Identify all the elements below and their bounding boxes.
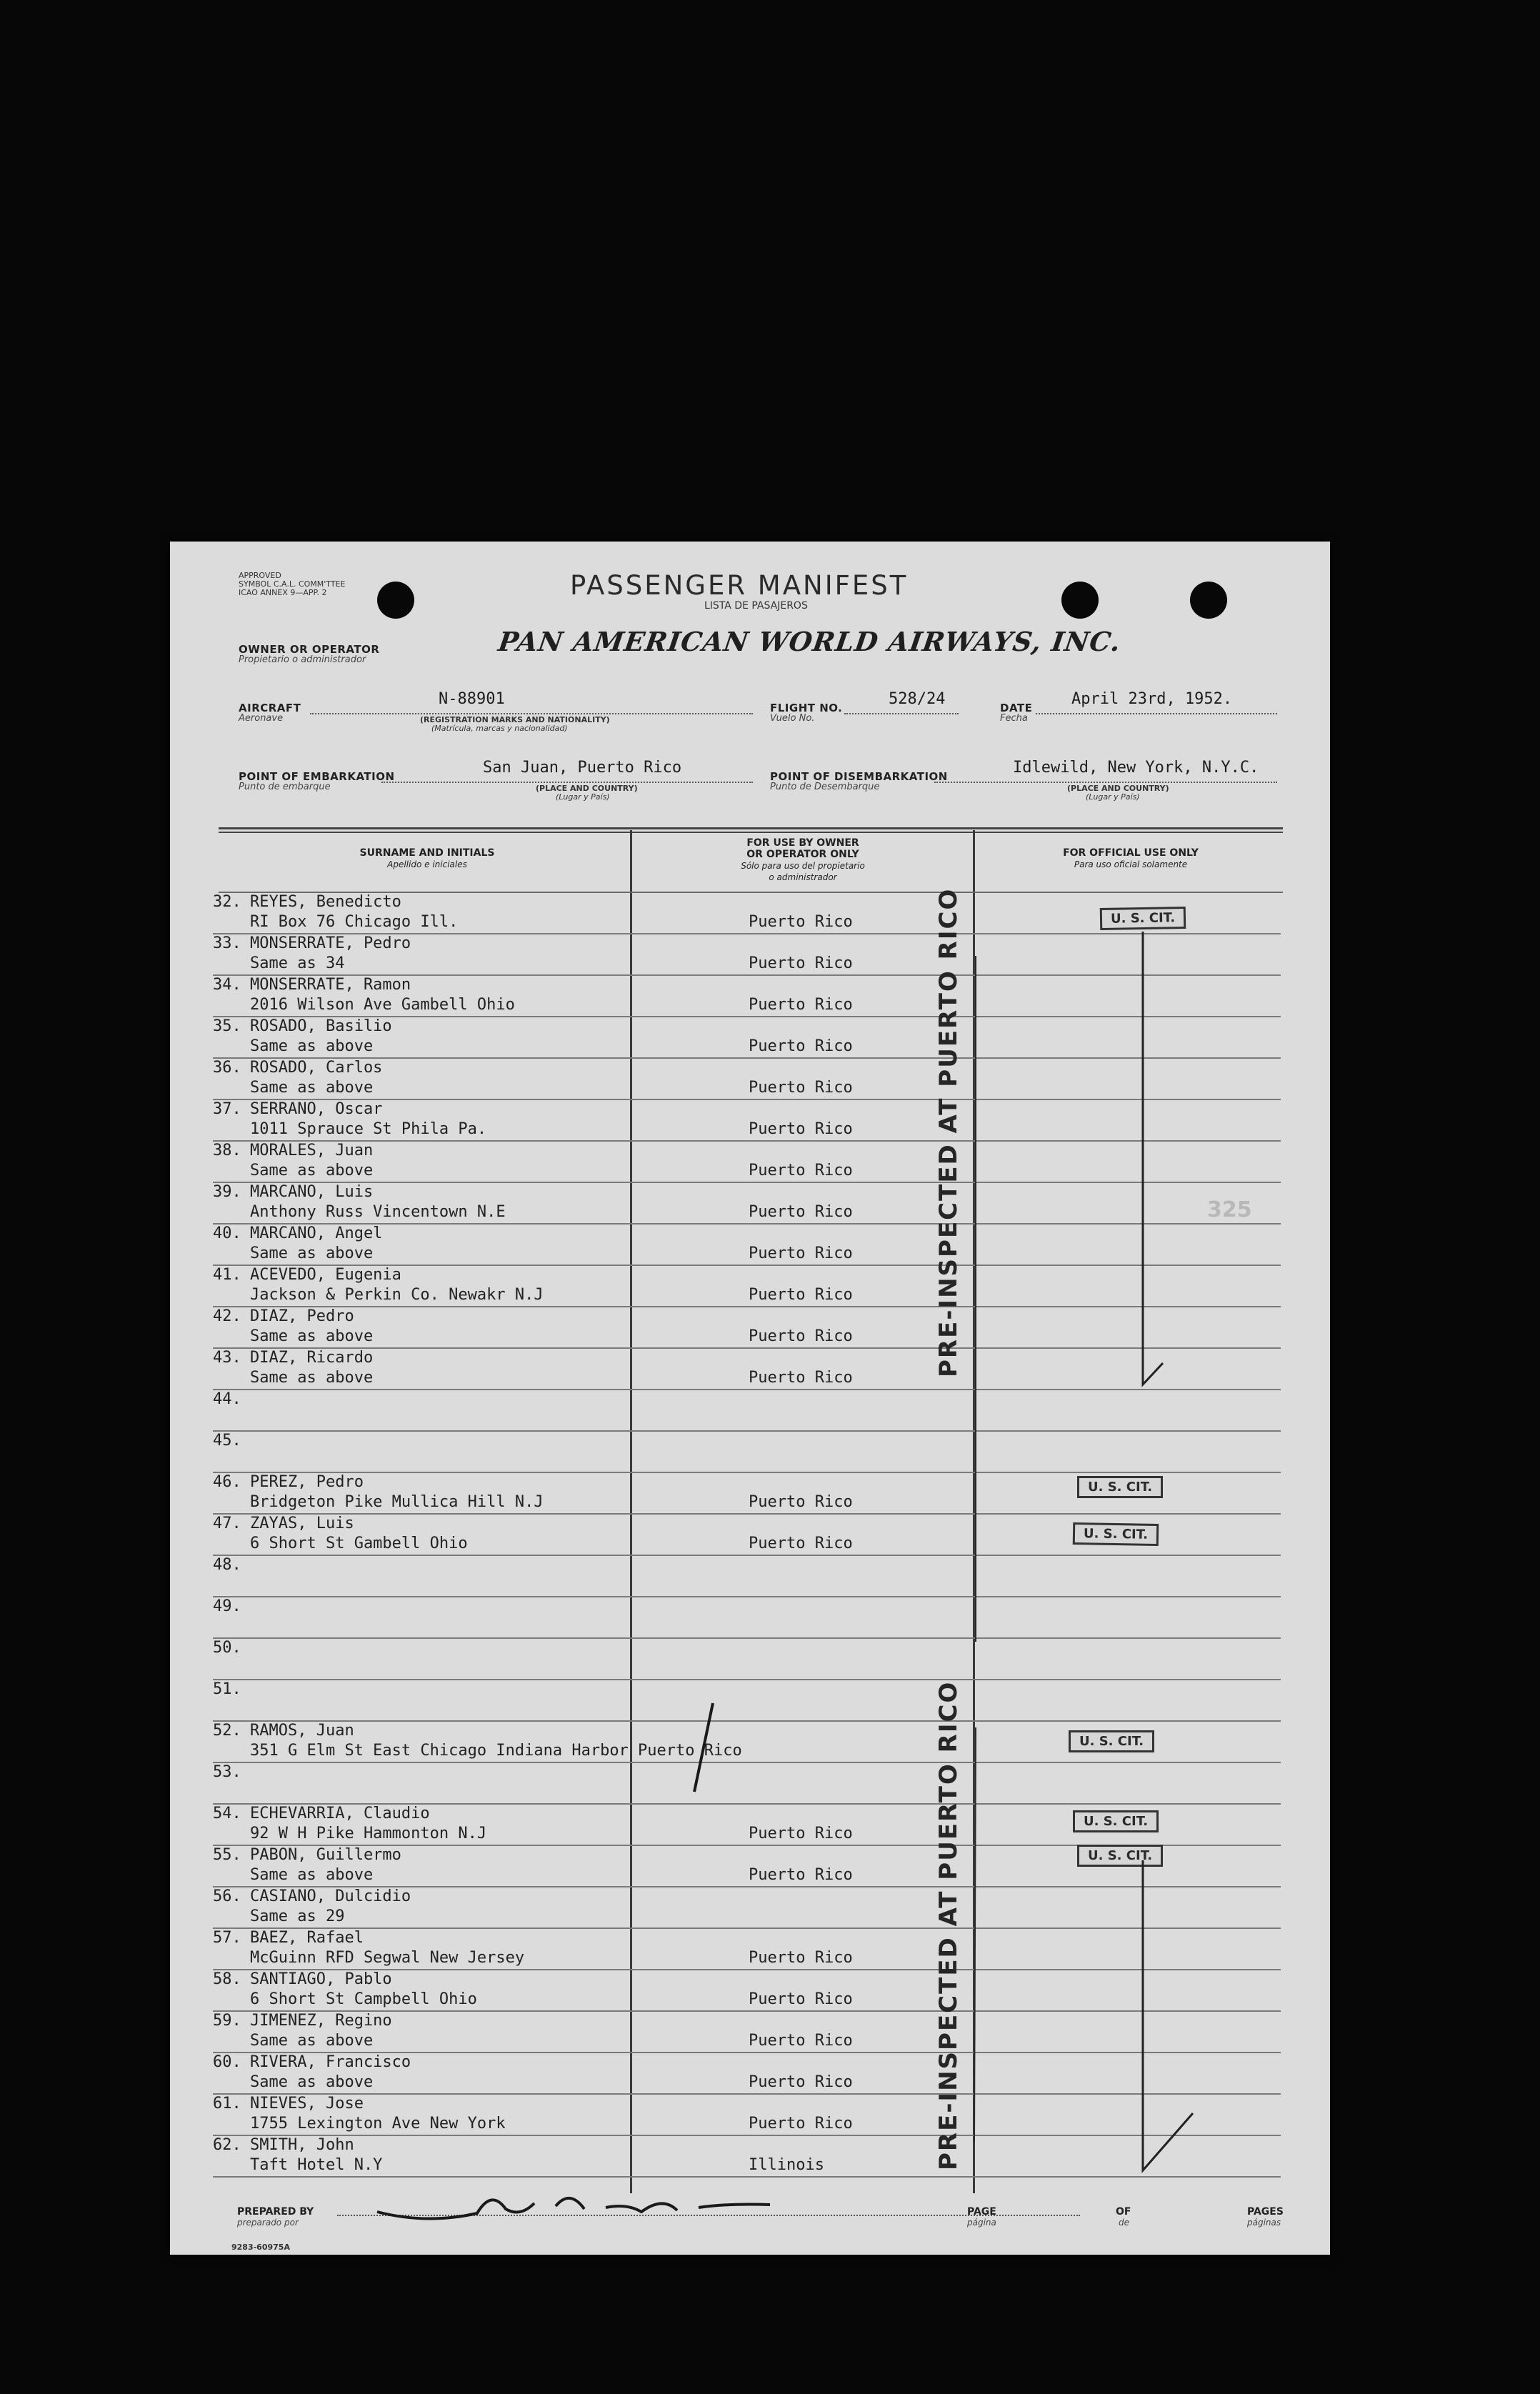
row-number: 37. (213, 1100, 241, 1118)
row-number: 32. (213, 893, 241, 911)
passenger-origin: Puerto Rico (749, 1535, 853, 1552)
owner-label-es: Propietario o administrador (239, 654, 366, 665)
table-row (213, 1927, 1281, 1970)
passenger-name: MARCANO, Angel (250, 1225, 383, 1242)
table-row (213, 974, 1281, 1017)
us-cit-stamp: U. S. CIT. (1069, 1730, 1154, 1752)
table-row (213, 1016, 1281, 1059)
table-row (213, 2093, 1281, 2136)
punch-hole (1190, 582, 1227, 619)
passenger-address: Anthony Russ Vincentown N.E (250, 1203, 506, 1221)
prepared-by-label-es: preparado por (237, 2218, 299, 2228)
checkmark-line (1136, 927, 1221, 1413)
passenger-origin: Puerto Rico (749, 2115, 853, 2133)
row-number: 36. (213, 1059, 241, 1077)
passenger-name: MONSERRATE, Ramon (250, 976, 411, 994)
row-number: 60. (213, 2053, 241, 2071)
row-number: 40. (213, 1225, 241, 1242)
table-row (213, 1596, 1281, 1639)
table-row (213, 1886, 1281, 1929)
row-number: 38. (213, 1142, 241, 1159)
table-row (213, 1347, 1281, 1390)
row-number: 56. (213, 1887, 241, 1905)
passenger-origin: Puerto Rico (749, 2073, 853, 2091)
passenger-name: SMITH, John (250, 2136, 354, 2154)
passenger-address: Bridgeton Pike Mullica Hill N.J (250, 1493, 544, 1511)
passenger-origin: Puerto Rico (749, 1949, 853, 1967)
passenger-address: 6 Short St Campbell Ohio (250, 1990, 477, 2008)
pen-bracket (949, 927, 991, 2156)
aircraft-label-es: Aeronave (239, 713, 284, 724)
aircraft-caption: (REGISTRATION MARKS AND NATIONALITY) (420, 715, 610, 724)
us-cit-stamp: U. S. CIT. (1077, 1476, 1163, 1498)
table-row (213, 933, 1281, 976)
row-number: 61. (213, 2095, 241, 2113)
table-row (213, 2010, 1281, 2053)
disembark-value: Idlewild, New York, N.Y.C. (1013, 759, 1259, 777)
passenger-origin: Puerto Rico (749, 1866, 853, 1884)
date-line (1036, 713, 1277, 714)
approval-block (239, 572, 345, 597)
page-label-es: página (967, 2218, 996, 2228)
row-number: 62. (213, 2136, 241, 2154)
passenger-address: Jackson & Perkin Co. Newakr N.J (250, 1286, 544, 1304)
row-number: 33. (213, 934, 241, 952)
row-number: 53. (213, 1763, 241, 1781)
passenger-address: McGuinn RFD Segwal New Jersey (250, 1949, 525, 1967)
passenger-address: Same as above (250, 1037, 374, 1055)
passenger-address: RI Box 76 Chicago Ill. (250, 913, 459, 931)
passenger-name: ZAYAS, Luis (250, 1515, 354, 1532)
passenger-origin: Puerto Rico (749, 1369, 853, 1387)
passenger-name: MARCANO, Luis (250, 1183, 374, 1201)
flight-label-es: Vuelo No. (770, 713, 815, 724)
manifest-sheet (170, 542, 1330, 2255)
passenger-origin: Puerto Rico (749, 1327, 853, 1345)
passenger-origin: Puerto Rico (749, 913, 853, 931)
passenger-address: 1011 Sprauce St Phila Pa. (250, 1120, 487, 1138)
passenger-origin: Illinois (749, 2156, 824, 2174)
passenger-origin: Puerto Rico (749, 1203, 853, 1221)
column-header-label: FOR USE BY OWNER (746, 837, 859, 849)
passenger-name: ECHEVARRIA, Claudio (250, 1805, 430, 1822)
row-number: 52. (213, 1722, 241, 1740)
passenger-address: Same as 29 (250, 1907, 345, 1925)
row-number: 50. (213, 1639, 241, 1657)
page-label: PAGE (967, 2206, 996, 2218)
form-code: 9283-60975A (231, 2243, 290, 2252)
passenger-name: PEREZ, Pedro (250, 1473, 364, 1491)
disembark-line (934, 782, 1277, 783)
approval-line: ICAO ANNEX 9—APP. 2 (239, 588, 327, 597)
column-header-label-es: Sólo para uso del propietario (741, 861, 865, 871)
column-header-label-es: Para uso oficial solamente (1074, 859, 1188, 869)
form-title: PASSENGER MANIFEST (570, 570, 909, 601)
row-number: 59. (213, 2012, 241, 2030)
passenger-origin: Puerto Rico (749, 2032, 853, 2050)
embark-label: POINT OF EMBARKATION (239, 770, 395, 783)
passenger-address: 92 W H Pike Hammonton N.J (250, 1825, 487, 1842)
row-number: 41. (213, 1266, 241, 1284)
column-header-names (227, 847, 627, 870)
column-header-label: FOR OFFICIAL USE ONLY (1063, 847, 1199, 859)
disembark-label: POINT OF DISEMBARKATION (770, 770, 948, 783)
date-label-es: Fecha (1000, 713, 1028, 724)
table-row (213, 1182, 1281, 1225)
prepared-by-label: PREPARED BY (237, 2206, 314, 2218)
passenger-origin: Puerto Rico (749, 1037, 853, 1055)
owner-label: OWNER OR OPERATOR (239, 643, 380, 656)
passenger-name: MORALES, Juan (250, 1142, 374, 1159)
row-number: 54. (213, 1805, 241, 1822)
disembark-label-es: Punto de Desembarque (770, 782, 880, 792)
table-row (213, 1679, 1281, 1722)
date-value: April 23rd, 1952. (1071, 690, 1233, 708)
row-number: 46. (213, 1473, 241, 1491)
passenger-address: Taft Hotel N.Y (250, 2156, 383, 2174)
table-row (213, 1969, 1281, 2012)
row-number: 35. (213, 1017, 241, 1035)
passenger-name: SANTIAGO, Pablo (250, 1970, 392, 1988)
table-row (213, 1057, 1281, 1100)
row-number: 44. (213, 1390, 241, 1408)
passenger-origin: Puerto Rico (749, 1493, 853, 1511)
row-number: 43. (213, 1349, 241, 1367)
row-number: 34. (213, 976, 241, 994)
passenger-name: CASIANO, Dulcidio (250, 1887, 411, 1905)
row-number: 42. (213, 1307, 241, 1325)
passenger-name: RAMOS, Juan (250, 1722, 354, 1740)
pages-label-es: páginas (1247, 2218, 1281, 2228)
embark-label-es: Punto de embarque (239, 782, 331, 792)
us-cit-stamp: U. S. CIT. (1073, 1810, 1159, 1832)
table-row (213, 1555, 1281, 1597)
passenger-address: Same as above (250, 1327, 374, 1345)
of-label-es: de (1119, 2218, 1129, 2228)
passenger-name: PABON, Guillermo (250, 1846, 401, 1864)
passenger-address: Same as above (250, 1162, 374, 1179)
table-row (213, 1140, 1281, 1183)
passenger-address: Same as above (250, 2073, 374, 2091)
flight-line (844, 713, 959, 714)
passenger-name: DIAZ, Ricardo (250, 1349, 374, 1367)
passenger-name: NIEVES, Jose (250, 2095, 364, 2113)
page-number-stamp: 325 (1207, 1197, 1252, 1222)
passenger-origin: Puerto Rico (749, 1120, 853, 1138)
row-number: 58. (213, 1970, 241, 1988)
passenger-address: 1755 Lexington Ave New York (250, 2115, 506, 2133)
row-number: 55. (213, 1846, 241, 1864)
table-row (213, 1430, 1281, 1473)
table-row (213, 1389, 1281, 1432)
passenger-origin: Puerto Rico (749, 1245, 853, 1262)
us-cit-stamp: U. S. CIT. (1100, 907, 1186, 930)
passenger-origin: Puerto Rico (749, 1825, 853, 1842)
of-label: OF (1116, 2206, 1131, 2218)
passenger-address: Same as above (250, 1866, 374, 1884)
flight-label: FLIGHT NO. (770, 702, 843, 714)
flight-value: 528/24 (889, 690, 946, 708)
row-number: 51. (213, 1680, 241, 1698)
table-row (213, 1265, 1281, 1307)
aircraft-value: N-88901 (439, 690, 505, 708)
passenger-origin: Puerto Rico (749, 1079, 853, 1097)
checkmark-line (1136, 1856, 1250, 2185)
passenger-name: BAEZ, Rafael (250, 1929, 364, 1947)
passenger-name: DIAZ, Pedro (250, 1307, 354, 1325)
passenger-name: ROSADO, Basilio (250, 1017, 392, 1035)
passenger-name: ROSADO, Carlos (250, 1059, 383, 1077)
column-header-label: SURNAME AND INITIALS (359, 847, 495, 859)
row-number: 39. (213, 1183, 241, 1201)
table-row (213, 1637, 1281, 1680)
pages-label: PAGES (1247, 2206, 1284, 2218)
column-header-label-es: Apellido e iniciales (387, 859, 467, 869)
column-header-owner (634, 837, 971, 883)
preinspected-stamp: PRE-INSPECTED AT PUERTO RICO (934, 887, 963, 1377)
table-row (213, 2052, 1281, 2095)
passenger-name: MONSERRATE, Pedro (250, 934, 411, 952)
table-top-rule (219, 832, 1283, 833)
table-row (213, 1306, 1281, 1349)
aircraft-line (310, 713, 753, 714)
disembark-caption: (PLACE AND COUNTRY) (1067, 784, 1169, 793)
embark-line (381, 782, 753, 783)
passenger-address: Same as 34 (250, 954, 345, 972)
approval-line: APPROVED (239, 571, 281, 580)
date-label: DATE (1000, 702, 1033, 714)
embark-caption: (PLACE AND COUNTRY) (536, 784, 638, 793)
passenger-address: Same as above (250, 1245, 374, 1262)
us-cit-stamp: U. S. CIT. (1073, 1522, 1159, 1546)
table-row (213, 1099, 1281, 1142)
passenger-name: REYES, Benedicto (250, 893, 401, 911)
aircraft-caption-es: (Matrícula, marcas y nacionalidad) (431, 724, 568, 733)
punch-hole (377, 582, 414, 619)
passenger-address: 2016 Wilson Ave Gambell Ohio (250, 996, 515, 1014)
column-header-official (977, 847, 1284, 870)
row-number: 48. (213, 1556, 241, 1574)
embark-caption-es: (Lugar y País) (556, 792, 610, 802)
column-header-label-es: o administrador (769, 872, 837, 882)
approval-line: SYMBOL C.A.L. COMM'TTEE (239, 579, 346, 589)
passenger-name: RIVERA, Francisco (250, 2053, 411, 2071)
disembark-caption-es: (Lugar y País) (1086, 792, 1140, 802)
passenger-address: 351 G Elm St East Chicago Indiana Harbor Puerto Rico (250, 1742, 742, 1760)
passenger-origin: Puerto Rico (749, 954, 853, 972)
row-number: 47. (213, 1515, 241, 1532)
passenger-origin: Puerto Rico (749, 1990, 853, 2008)
passenger-address: Same as above (250, 1079, 374, 1097)
form-subtitle: LISTA DE PASAJEROS (704, 600, 808, 612)
preinspected-stamp: PRE-INSPECTED AT PUERTO RICO (934, 1680, 963, 2170)
handwritten-signature (370, 2175, 799, 2232)
aircraft-label: AIRCRAFT (239, 702, 301, 714)
column-header-label: OR OPERATOR ONLY (746, 849, 859, 860)
table-row (213, 1762, 1281, 1805)
row-number: 57. (213, 1929, 241, 1947)
row-number: 49. (213, 1597, 241, 1615)
us-cit-stamp: U. S. CIT. (1077, 1845, 1163, 1867)
passenger-origin: Puerto Rico (749, 1162, 853, 1179)
owner-value: PAN AMERICAN WORLD AIRWAYS, INC. (496, 626, 1124, 657)
passenger-name: ACEVEDO, Eugenia (250, 1266, 401, 1284)
table-row (213, 2135, 1281, 2178)
passenger-address: Same as above (250, 1369, 374, 1387)
punch-hole (1061, 582, 1099, 619)
passenger-name: JIMENEZ, Regino (250, 2012, 392, 2030)
passenger-origin: Puerto Rico (749, 1286, 853, 1304)
table-row (213, 1223, 1281, 1266)
passenger-name: SERRANO, Oscar (250, 1100, 383, 1118)
passenger-address: Same as above (250, 2032, 374, 2050)
embark-value: San Juan, Puerto Rico (483, 759, 682, 777)
pen-stroke (684, 1699, 727, 1799)
table-top-rule (219, 827, 1283, 829)
passenger-origin: Puerto Rico (749, 996, 853, 1014)
passenger-address: 6 Short St Gambell Ohio (250, 1535, 468, 1552)
row-number: 45. (213, 1432, 241, 1450)
